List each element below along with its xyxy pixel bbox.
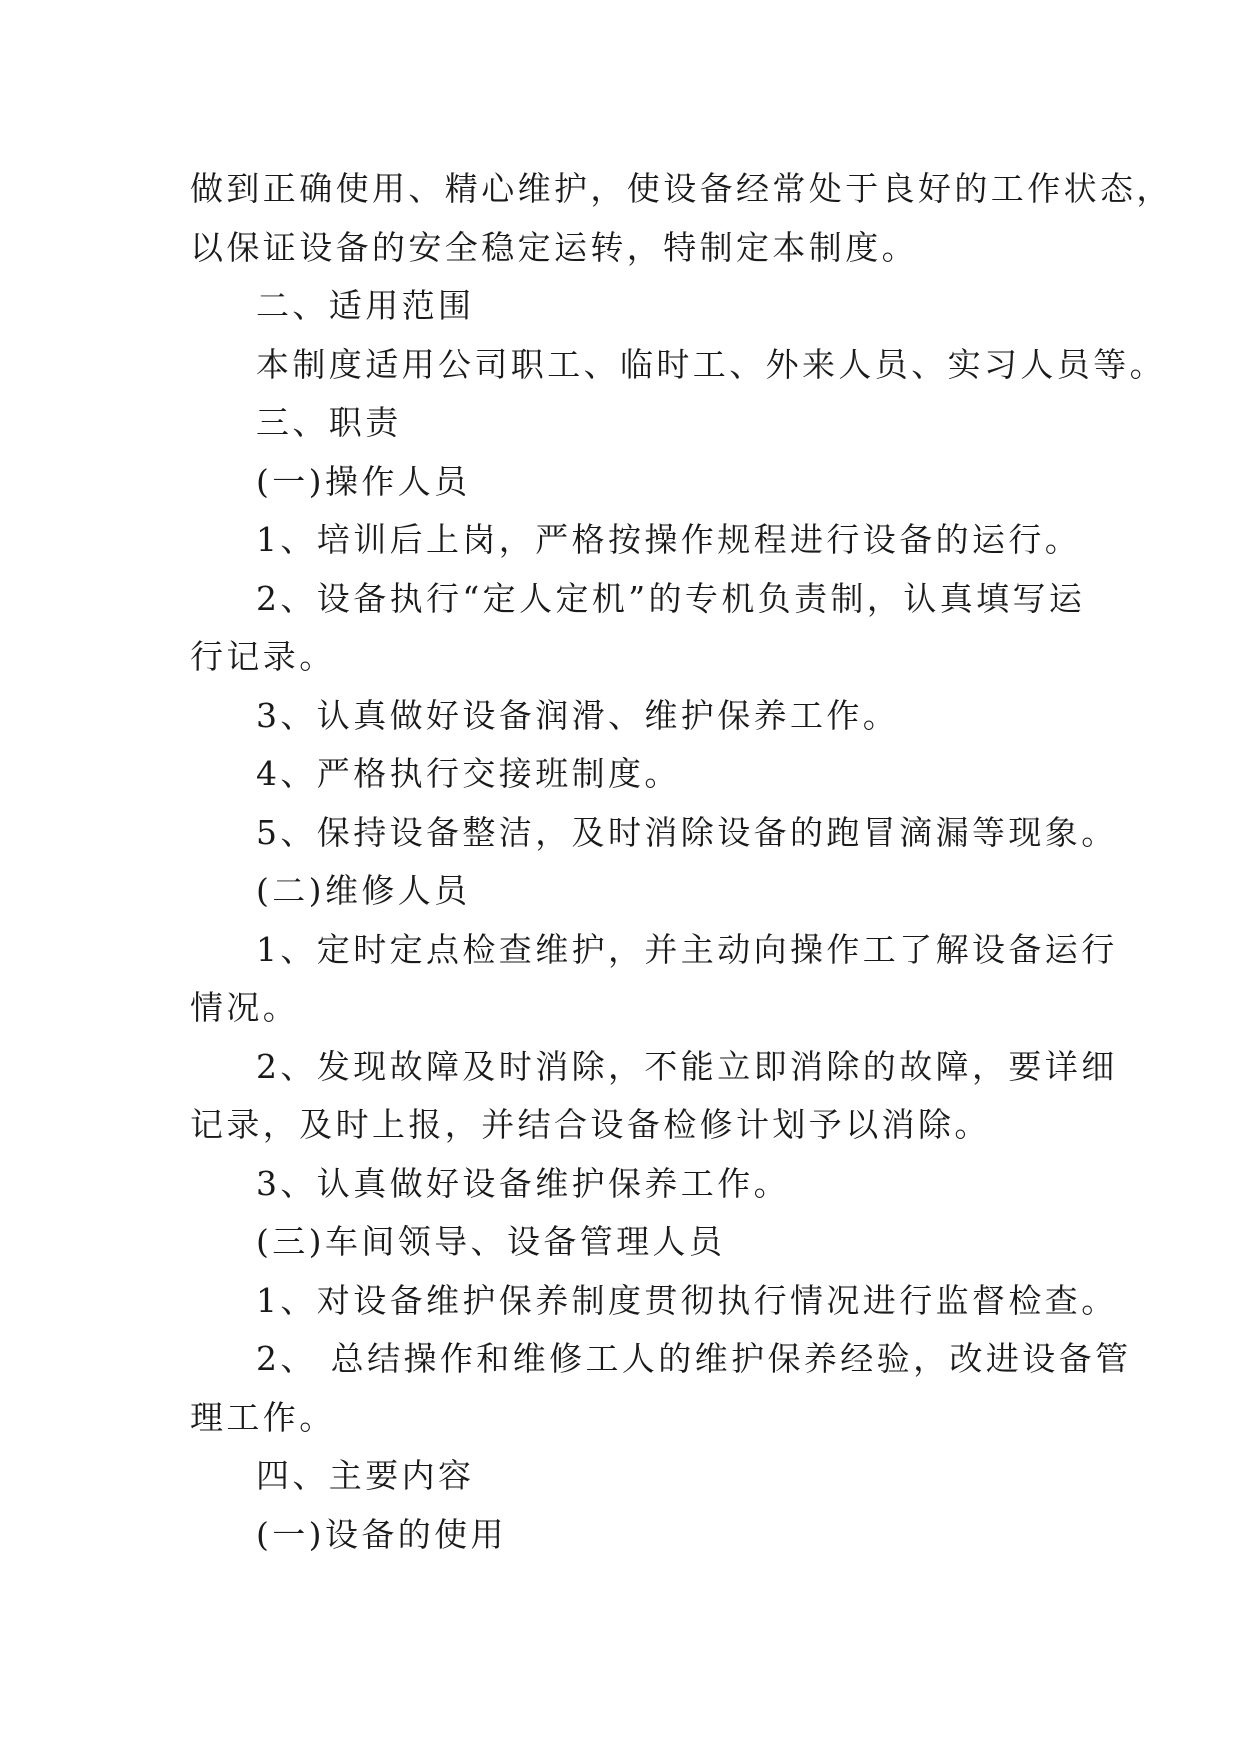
section-heading: 二、适用范围 [256,286,475,325]
list-item-continuation: 理工作。 [190,1397,336,1437]
list-item: 2、 总结操作和维修工人的维护保养经验，改进设备管 [256,1339,1132,1378]
paragraph-line: 以保证设备的安全稳定运转，特制定本制度。 [190,227,918,267]
list-item: 1、对设备维护保养制度贯彻执行情况进行监督检查。 [256,1280,1118,1320]
list-item: 4、严格执行交接班制度。 [256,754,681,793]
list-item: 2、发现故障及时消除，不能立即消除的故障，要详细 [256,1046,1118,1086]
list-item: 3、认真做好设备维护保养工作。 [256,1163,790,1203]
list-item-continuation: 记录，及时上报，并结合设备检修计划予以消除。 [190,1105,991,1144]
list-item: 5、保持设备整洁，及时消除设备的跑冒滴漏等现象。 [256,812,1118,852]
section-heading: 四、主要内容 [256,1456,475,1495]
section-heading: 三、职责 [256,403,402,442]
list-item: 3、认真做好设备润滑、维护保养工作。 [256,695,900,735]
subsection-heading: (二)维修人员 [256,871,471,910]
list-item: 1、培训后上岗，严格按操作规程进行设备的运行。 [256,520,1082,559]
paragraph-line: 做到正确使用、精心维护，使设备经常处于良好的工作状态， [190,169,1173,208]
list-item: 1、定时定点检查维护，并主动向操作工了解设备运行 [256,929,1118,969]
subsection-heading: (一)设备的使用 [256,1514,507,1554]
subsection-heading: (一)操作人员 [256,461,471,501]
list-item-continuation: 行记录。 [190,637,336,676]
list-item-continuation: 情况。 [190,988,300,1027]
subsection-heading: (三)车间领导、设备管理人员 [256,1222,726,1261]
paragraph-line: 本制度适用公司职工、临时工、外来人员、实习人员等。 [256,344,1166,384]
document-body [190,160,1173,1564]
list-item: 2、设备执行“定人定机”的专机负责制，认真填写运 [256,578,1086,618]
